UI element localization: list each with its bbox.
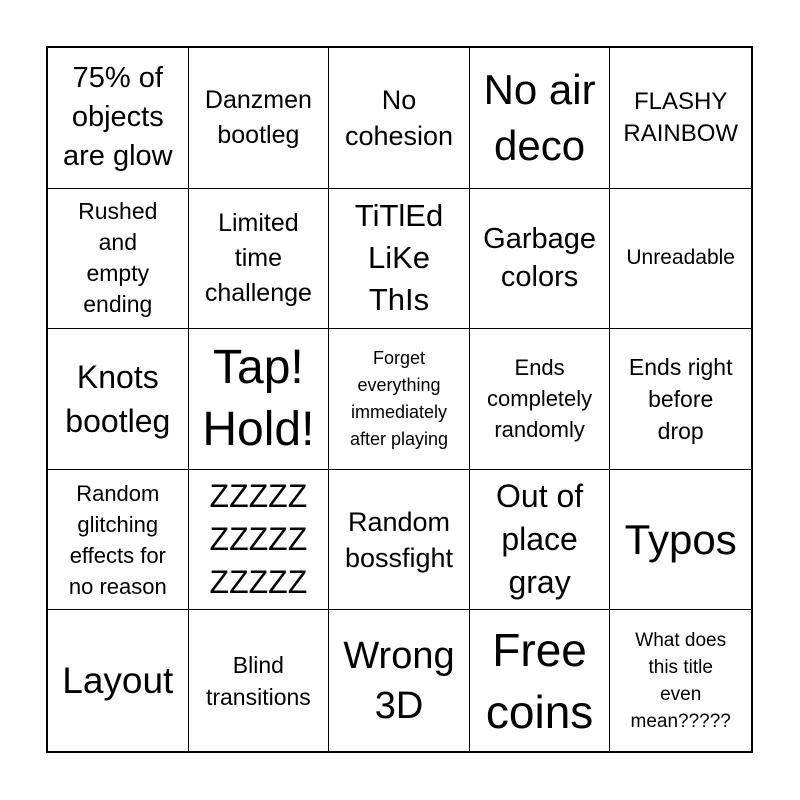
cell-label: No air deco — [483, 65, 596, 169]
cell-label: Rushed and empty ending — [78, 198, 158, 318]
cell-label: Unreadable — [626, 246, 735, 270]
bingo-cell[interactable] — [470, 610, 611, 751]
bingo-cell[interactable] — [189, 470, 330, 611]
cell-label: Garbage colors — [483, 223, 597, 294]
bingo-cell[interactable] — [48, 470, 189, 611]
cell-label: ZZZZZ ZZZZZ ZZZZZ — [209, 478, 308, 601]
cell-label: No cohesion — [344, 84, 454, 151]
cell-label: Ends right before drop — [628, 353, 733, 444]
cell-label: Blind transitions — [205, 651, 311, 710]
bingo-board — [46, 46, 753, 753]
bingo-cell[interactable] — [470, 470, 611, 611]
cell-label: What does this title even mean????? — [630, 629, 731, 732]
bingo-cell[interactable] — [48, 48, 189, 189]
bingo-cell[interactable] — [610, 48, 751, 189]
cell-label: TiTlEd LiKe ThIs — [354, 198, 444, 318]
cell-label: Danzmen bootleg — [204, 85, 312, 149]
cell-label: Forget everything immediately after playing — [349, 347, 449, 449]
bingo-cell[interactable] — [610, 470, 751, 611]
bingo-cell[interactable] — [610, 610, 751, 751]
bingo-cell[interactable] — [329, 329, 470, 470]
bingo-cell[interactable] — [189, 189, 330, 330]
cell-label: Knots bootleg — [65, 358, 171, 439]
cell-label: Tap! Hold! — [202, 340, 315, 456]
cell-label: Random bossfight — [344, 506, 454, 573]
cell-label: Free coins — [485, 623, 594, 738]
cell-label: Limited time challenge — [204, 208, 312, 307]
bingo-cell[interactable] — [48, 189, 189, 330]
bingo-cell[interactable] — [470, 48, 611, 189]
cell-label: Out of place gray — [496, 478, 584, 601]
cell-label: 75% of objects are glow — [62, 62, 173, 173]
cell-label: FLASHY RAINBOW — [623, 87, 739, 147]
bingo-cell[interactable] — [329, 48, 470, 189]
bingo-cell[interactable] — [48, 329, 189, 470]
cell-label: Random glitching effects for no reason — [68, 480, 167, 599]
cell-label: Typos — [624, 515, 737, 563]
bingo-cell[interactable] — [610, 329, 751, 470]
bingo-cell[interactable] — [189, 48, 330, 189]
bingo-cell[interactable] — [329, 189, 470, 330]
bingo-cell[interactable] — [48, 610, 189, 751]
bingo-cell[interactable] — [470, 189, 611, 330]
bingo-cell[interactable] — [189, 610, 330, 751]
cell-label: Ends completely randomly — [487, 355, 593, 443]
cell-label: Wrong 3D — [343, 634, 455, 727]
bingo-cell[interactable] — [329, 470, 470, 611]
bingo-cell[interactable] — [470, 329, 611, 470]
cell-label: Layout — [62, 659, 174, 701]
bingo-cell[interactable] — [329, 610, 470, 751]
bingo-cell[interactable] — [610, 189, 751, 330]
bingo-cell[interactable] — [189, 329, 330, 470]
